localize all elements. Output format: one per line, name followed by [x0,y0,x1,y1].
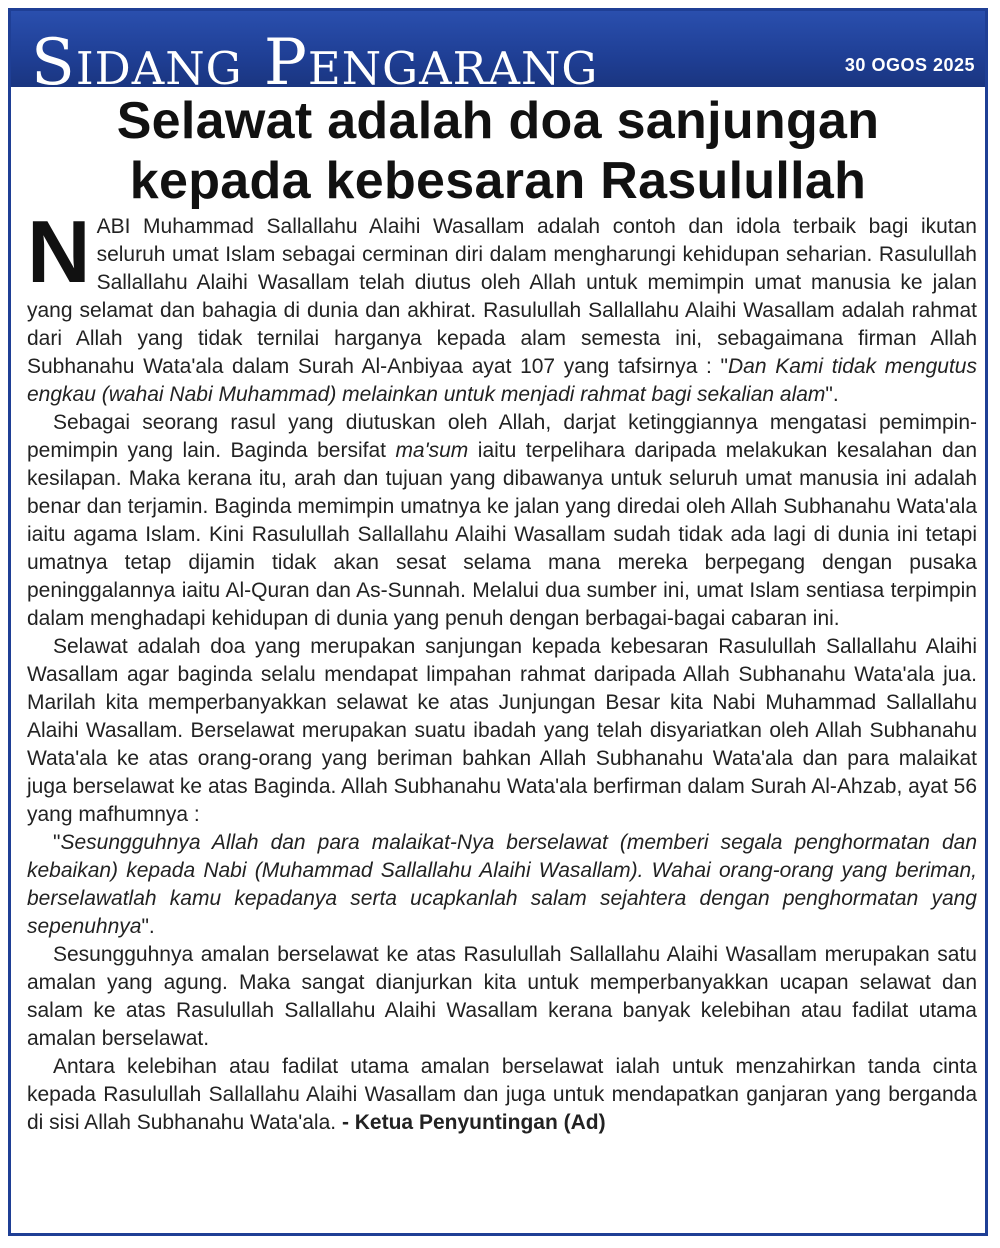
lead-word: ABI [96,215,131,238]
headline [11,91,985,211]
headline-line-2: kepada kebesaran Rasulullah [129,152,867,210]
quran-quote-1: Dan Kami tidak mengutus engkau (wahai Nabi Muhammad) melainkan untuk menjadi rahmat bagi sekalian alam [27,355,977,406]
paragraph-1-text: Muhammad Sallallahu Alaihi Wasallam adalah contoh dan idola terbaik bagi ikutan seluruh umat Islam sebagai cerminan diri dalam mengharungi kehidupan seharian. Rasulullah Sallallahu Alaihi Wasallam telah diutus oleh Allah untuk memimpin umat manusia ke jalan yang selamat dan bahagia di dunia dan akhirat. Rasulullah Sallallahu Alaihi Wasallam adalah rahmat dari Allah yang tidak ternilai harganya kepada alam semesta ini, sebagaimana firman Allah Subhanahu Wata'ala dalam Surah Al-Anbiyaa ayat 107 yang tafsirnya : " [27,215,977,378]
masthead-title: Sidang Pengarang [31,26,599,87]
paragraph-4 [27,829,977,941]
paragraph-2 [27,409,977,633]
masthead-date: 30 OGOS 2025 [844,55,975,75]
term-masum: ma'sum [395,439,469,462]
drop-cap: N [27,202,91,301]
paragraph-3: Selawat adalah doa yang merupakan sanjungan kepada kebesaran Rasulullah Sallallahu Alaihi Wasallam agar baginda selalu mendapat limpahan rahmat daripada Allah Subhanahu Wata'ala jua. Marilah kita memperbanyakkan selawat ke atas Junjungan Besar kita Nabi Muhammad Sallallahu Alaihi Wasallam. Berselawat merupakan suatu ibadah yang telah disyariatkan oleh Allah Subhanahu Wata'ala ke atas orang-orang yang beriman bahkan Allah Subhanahu Wata'ala dan para malaikat juga berselawat ke atas Baginda. Allah Subhanahu Wata'ala berfirman dalam Surah Al-Ahzab, ayat 56 yang mafhumnya : [27,635,977,826]
paragraph-2-text-b: iaitu terpelihara daripada melakukan kesalahan dan kesilapan. Maka kerana itu, arah dan tujuan yang dibawanya untuk seluruh umat manusia ini adalah benar dan terjamin. Baginda memimpin umatnya ke jalan yang diredai oleh Allah Subhanahu Wata'ala iaitu agama Islam. Kini Rasulullah Sallallahu Alaihi Wasallam sudah tidak ada lagi di dunia ini tetapi umatnya tetap dijamin tidak akan sesat selama mana mereka berpegang dengan pusaka peninggalannya iaitu Al-Quran dan As-Sunnah. Melalui dua sumber ini, umat Islam sentiasa terpimpin dalam menghadapi kehidupan di dunia yang penuh dengan berbagai-bagai cabaran ini. [27,439,977,630]
quote-open: " [53,831,61,854]
quote-close: ". [141,915,155,938]
paragraph-5: Sesungguhnya amalan berselawat ke atas Rasulullah Sallallahu Alaihi Wasallam merupakan satu amalan yang agung. Maka sangat dianjurkan kita untuk memperbanyakkan ucapan selawat dan salam ke atas Rasulullah Sallallahu Alaihi Wasallam kerana banyak kelebihan atau fadilat utama amalan berselawat. [27,943,977,1050]
paragraph-6-text: Antara kelebihan atau fadilat utama amalan berselawat ialah untuk menzahirkan tanda cinta kepada Rasulullah Sallallahu Alaihi Wasallam dan juga untuk mendapatkan ganjaran yang berganda di sisi Allah Subhanahu Wata'ala. [27,1055,977,1134]
paragraph-6 [27,1053,977,1137]
quran-quote-2: Sesungguhnya Allah dan para malaikat-Nya berselawat (memberi segala penghormatan dan kebaikan) kepada Nabi (Muhammad Sallallahu Alaihi Wasallam). Wahai orang-orang yang beriman, berselawatlah kamu kepadanya serta ucapkanlah salam sejahtera dengan penghormatan yang sepenuhnya [27,831,977,938]
paragraph-2-text-a: Sebagai seorang rasul yang diutuskan oleh Allah, darjat ketinggiannya mengatasi pemimpin-pemimpin yang lain. Baginda bersifat [27,411,977,462]
paragraph-1 [27,202,977,409]
byline: - Ketua Penyuntingan (Ad) [341,1111,606,1134]
paragraph-1-end: ". [825,383,839,406]
editorial-frame [8,8,988,1236]
headline-line-1: Selawat adalah doa sanjungan [116,92,880,150]
article-body [27,202,977,1137]
masthead-banner [11,11,985,87]
